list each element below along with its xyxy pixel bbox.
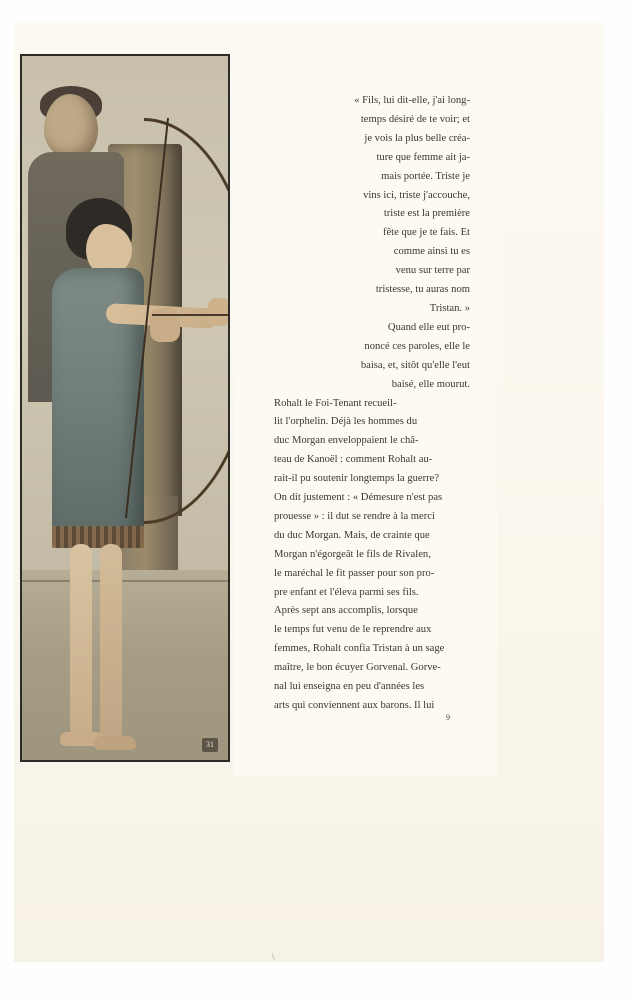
text-line: nal lui enseigna en peu d'années les: [274, 681, 425, 693]
text-line: Rohalt le Foi-Tenant recueil-: [274, 397, 397, 409]
text-line: venu sur terre par: [395, 265, 470, 277]
tunic-hem-border: [52, 526, 144, 548]
text-line: lit l'orphelin. Déjà les hommes du: [274, 416, 418, 428]
paragraph-4: [258, 602, 470, 715]
text-line: prouesse » : il dut se rendre à la merci: [274, 510, 435, 522]
arrow-icon: [152, 314, 230, 316]
illustration-plate: [20, 54, 230, 762]
text-line: du duc Morgan. Mais, de crainte que: [274, 529, 430, 541]
text-line: Quand elle eut pro-: [387, 321, 470, 333]
leaf-paper: [14, 22, 604, 962]
text-line: fête que je te fais. Et: [382, 227, 470, 239]
text-line: baisé, elle mourut.: [391, 378, 470, 390]
text-line: je vois la plus belle créa-: [364, 132, 470, 144]
text-line: « Fils, lui dit-elle, j'ai long-: [354, 95, 470, 106]
text-line: noncé ces paroles, elle le: [364, 340, 470, 352]
text-line: tristesse, tu auras nom: [375, 284, 470, 296]
text-line: temps désiré de te voir; et: [360, 113, 470, 125]
text-line: Après sept ans accomplis, lorsque: [274, 605, 418, 617]
page-folio-number: 9: [446, 712, 450, 722]
text-line: le maréchal le fit passer pour son pro-: [274, 567, 435, 579]
text-line: pre enfant et l'éleva parmi ses fils.: [274, 586, 419, 598]
paragraph-2: [258, 319, 470, 395]
text-line: triste est la première: [383, 208, 470, 220]
book-leaf: [14, 22, 604, 962]
text-line: le temps fut venu de le reprendre aux: [274, 624, 432, 636]
text-line: duc Morgan enveloppaient le châ-: [274, 435, 419, 447]
text-line: Tristan. »: [429, 302, 470, 314]
plate-number-stamp: 31: [202, 738, 218, 752]
text-line: femmes, Rohalt confia Tristan à un sage: [274, 643, 445, 655]
text-line: comme ainsi tu es: [393, 246, 470, 258]
text-line: teau de Kanoël : comment Rohalt au-: [274, 454, 433, 466]
text-line: On dit justement : « Démesure n'est pas: [274, 492, 443, 504]
paragraph-opening: [258, 92, 470, 319]
text-line: mais portée. Triste je: [381, 170, 470, 182]
text-line: ture que femme ait ja-: [376, 151, 470, 163]
boy-right-foot: [94, 736, 136, 750]
boy-right-leg: [100, 544, 122, 744]
text-line: arts qui conviennent aux barons. Il lui: [274, 700, 435, 711]
floor-horizon-line: [22, 580, 228, 582]
text-column: [258, 92, 470, 722]
sheet-bottom-mark: \: [272, 952, 275, 962]
text-line: vins ici, triste j'accouche,: [363, 189, 470, 201]
boy-left-leg: [70, 544, 92, 740]
man-head-shape: [44, 94, 98, 160]
text-line: Morgan n'égorgeât le fils de Rivalen,: [274, 548, 431, 560]
book-spread: [20, 54, 497, 776]
text-page: [234, 54, 497, 776]
text-line: maître, le bon écuyer Gorvenal. Gorve-: [274, 662, 441, 674]
text-line: rait-il pu soutenir longtemps la guerre?: [274, 473, 440, 485]
text-line: baisa, et, sitôt qu'elle l'eut: [360, 359, 470, 371]
floor-area: [22, 570, 228, 760]
paragraph-3: [258, 395, 470, 603]
bow-icon: [144, 118, 230, 524]
